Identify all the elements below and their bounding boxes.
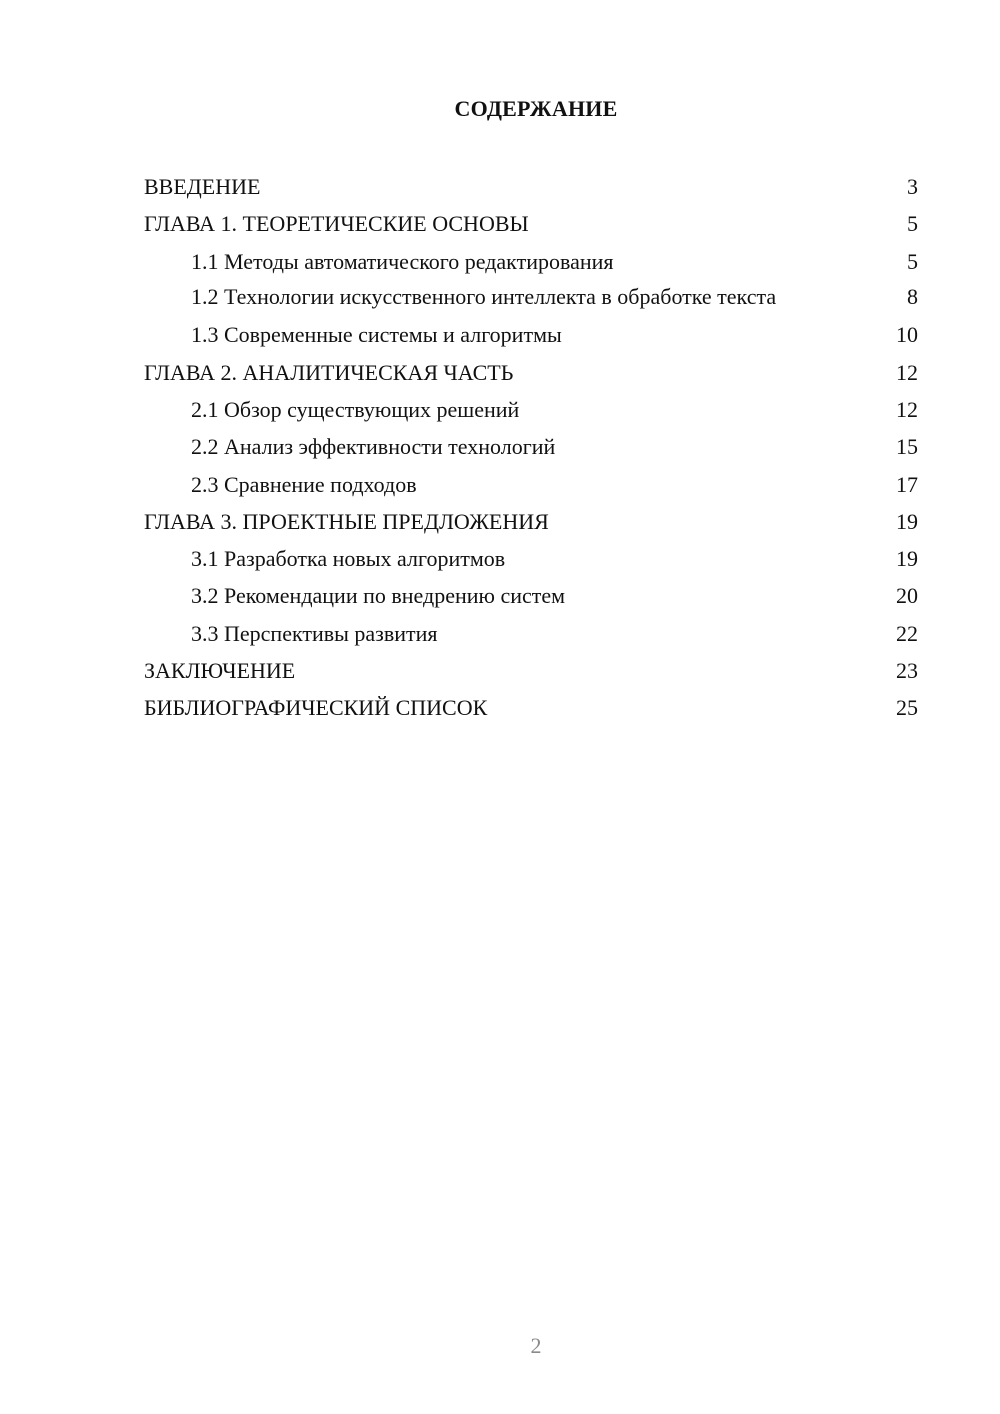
toc-entry-label: ЗАКЛЮЧЕНИЕ — [144, 658, 296, 684]
toc-entry-chapter-2[interactable] — [144, 354, 918, 391]
toc-entry-page: 25 — [896, 695, 918, 721]
toc-entry-label: 2.3 Сравнение подходов — [191, 471, 417, 497]
toc-entry-section-1-2[interactable] — [144, 280, 918, 317]
toc-entry-label: ГЛАВА 3. ПРОЕКТНЫЕ ПРЕДЛОЖЕНИЯ — [144, 508, 549, 534]
toc-entry-page: 19 — [896, 508, 918, 534]
toc-entry-page: 15 — [896, 434, 918, 460]
toc-entry-label: 3.1 Разработка новых алгоритмов — [191, 546, 506, 572]
toc-entry-section-1-3[interactable] — [144, 316, 918, 353]
toc-entry-label: ГЛАВА 2. АНАЛИТИЧЕСКАЯ ЧАСТЬ — [144, 359, 514, 385]
toc-entry-page: 22 — [896, 620, 918, 646]
toc-entry-conclusion[interactable] — [144, 652, 918, 689]
toc-entry-page: 17 — [896, 471, 918, 497]
toc-title: СОДЕРЖАНИЕ — [454, 96, 618, 121]
toc-entry-page: 5 — [907, 211, 918, 237]
toc-entry-section-2-2[interactable] — [144, 428, 918, 465]
toc-entry-chapter-1[interactable] — [144, 205, 918, 242]
toc-entry-page: 12 — [896, 359, 918, 385]
toc-entry-label: 2.2 Анализ эффективности технологий — [191, 434, 556, 460]
toc-entry-page: 5 — [907, 248, 918, 274]
toc-entry-page: 10 — [896, 322, 918, 348]
toc-entry-page: 23 — [896, 658, 918, 684]
toc-entry-page: 8 — [907, 283, 918, 309]
toc-entry-page: 20 — [896, 583, 918, 609]
toc-entry-section-3-2[interactable] — [144, 577, 918, 614]
toc-entry-introduction[interactable] — [144, 168, 918, 205]
toc-entry-section-3-1[interactable] — [144, 540, 918, 577]
toc-entry-section-2-1[interactable] — [144, 391, 918, 428]
toc-entry-chapter-3[interactable] — [144, 503, 918, 540]
toc-entry-label: 1.1 Методы автоматического редактирования — [191, 248, 614, 274]
toc-entry-label: БИБЛИОГРАФИЧЕСКИЙ СПИСОК — [144, 695, 488, 721]
toc-entry-page: 3 — [907, 174, 918, 199]
toc-entry-label: 3.3 Перспективы развития — [191, 620, 438, 646]
page-number: 2 — [530, 1333, 542, 1358]
toc-entry-label: 2.1 Обзор существующих решений — [191, 396, 520, 422]
toc-entry-section-3-3[interactable] — [144, 615, 918, 652]
toc-entry-section-2-3[interactable] — [144, 466, 918, 503]
toc-entry-bibliography[interactable] — [144, 689, 918, 726]
table-of-contents — [144, 168, 918, 727]
toc-entry-label: 3.2 Рекомендации по внедрению систем — [191, 583, 566, 609]
toc-entry-label: 1.3 Современные системы и алгоритмы — [191, 322, 562, 348]
toc-entry-section-1-1[interactable] — [144, 243, 918, 280]
toc-entry-label: 1.2 Технологии искусственного интеллекта в обработке текста — [191, 283, 777, 309]
toc-entry-page: 12 — [896, 396, 918, 422]
toc-entry-label: ГЛАВА 1. ТЕОРЕТИЧЕСКИЕ ОСНОВЫ — [144, 211, 529, 237]
toc-entry-page: 19 — [896, 546, 918, 572]
toc-entry-label: ВВЕДЕНИЕ — [144, 174, 261, 199]
